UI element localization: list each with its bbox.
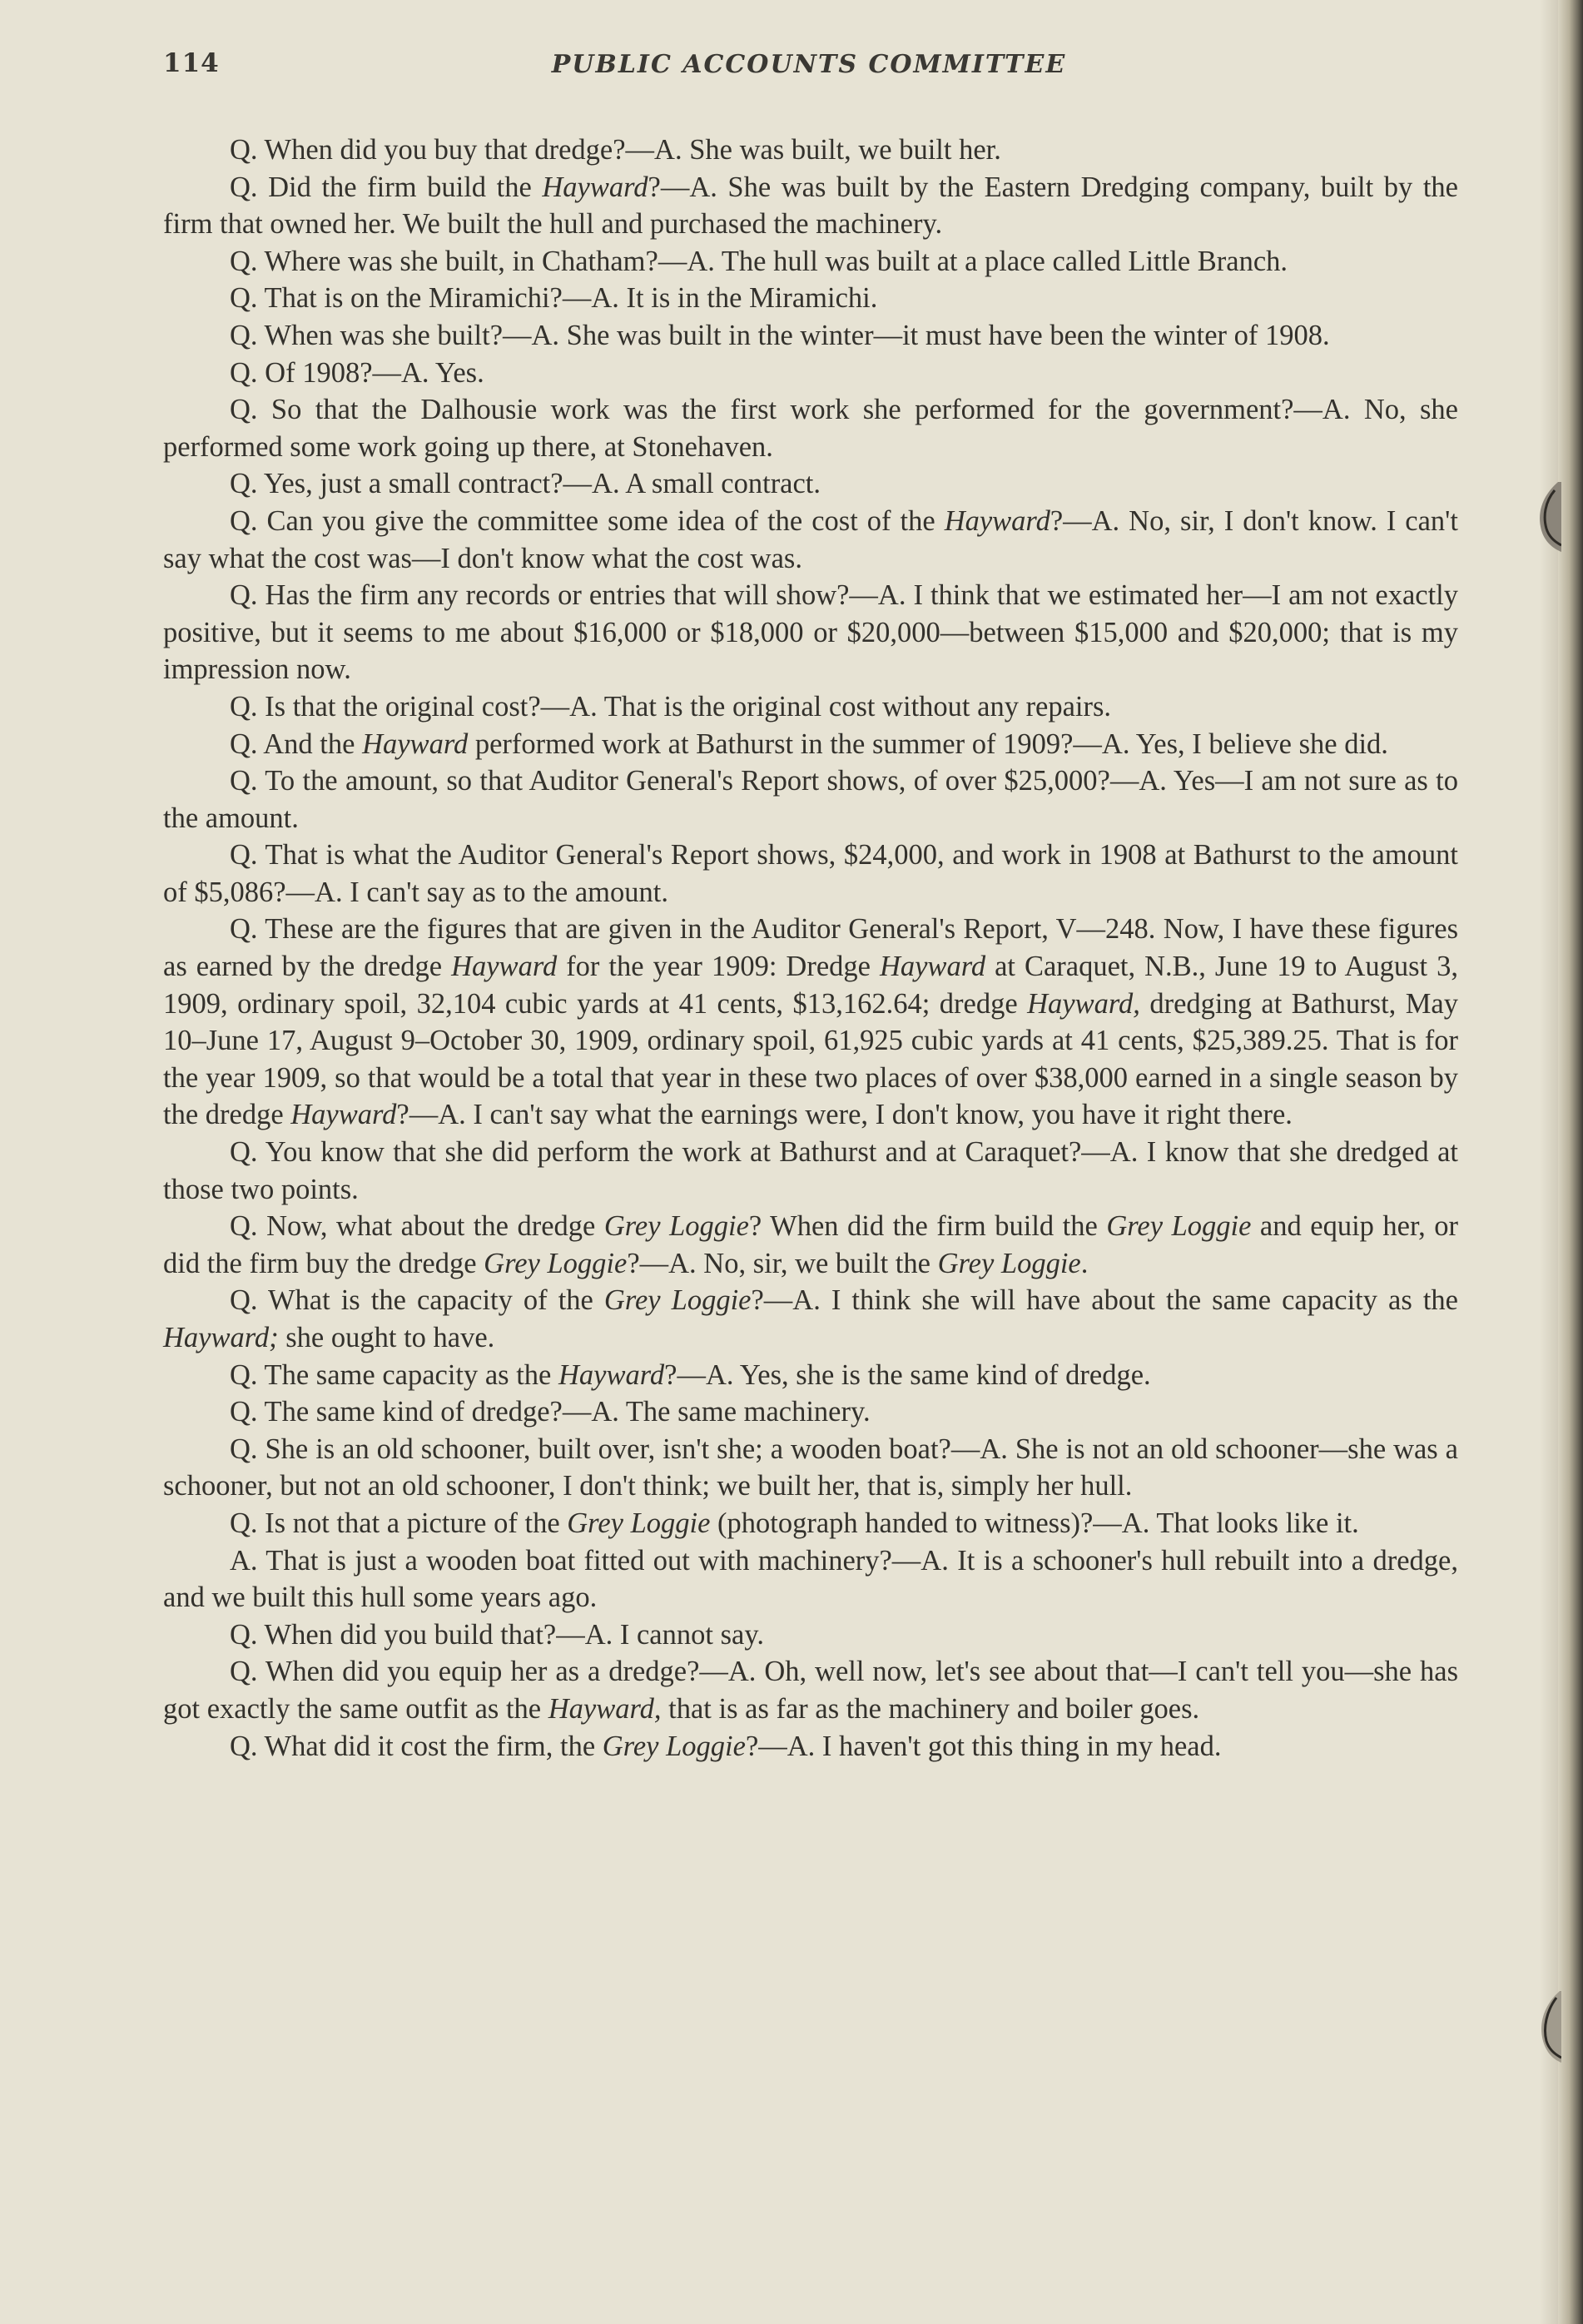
testimony-paragraph [163, 577, 1458, 688]
paragraph-text: A. That is just a wooden boat fitted out with machinery?—A. It is a schooner's hull rebuilt into a dredge, and we built this hull some years ago. [163, 1544, 1458, 1614]
italic-vessel-name: Grey Loggie [603, 1284, 752, 1317]
paragraph-text: ?—A. I think she will have about the same capacity as the [751, 1284, 1458, 1317]
testimony-paragraph [163, 1357, 1458, 1394]
testimony-paragraph [163, 1542, 1458, 1616]
paragraph-text: Q. And the [230, 727, 363, 760]
italic-vessel-name: Grey Loggie [1106, 1210, 1252, 1243]
paragraph-text: Q. When was she built?—A. She was built in the winter—it must have been the winter of 1908. [230, 319, 1330, 351]
paragraph-text: Q. Is that the original cost?—A. That is the original cost without any repairs. [230, 690, 1112, 723]
paragraph-text: Q. Of 1908?—A. Yes. [230, 356, 484, 389]
paragraph-text: Q. Now, what about the dredge [230, 1210, 604, 1243]
italic-vessel-name: Hayward [290, 1099, 397, 1131]
italic-vessel-name: Hayward [362, 727, 469, 760]
testimony-paragraph [163, 1282, 1458, 1356]
testimony-paragraph [163, 837, 1458, 911]
testimony-paragraph [163, 317, 1458, 355]
paragraph-text: Q. Yes, just a small contract?—A. A small contract. [230, 468, 821, 500]
page-number: 114 [163, 48, 220, 78]
paragraph-text: Q. Where was she built, in Chatham?—A. The hull was built at a place called Little Branch. [230, 245, 1288, 277]
italic-vessel-name: Hayward [944, 504, 1050, 537]
paragraph-text: she ought to have. [278, 1322, 495, 1353]
paragraph-text: Q. You know that she did perform the work at Bathurst and at Caraquet?—A. I know that she dredged at those two points. [163, 1136, 1458, 1205]
paragraph-text: Q. She is an old schooner, built over, isn't she; a wooden boat?—A. She is not an old schooner—she was a schooner, but not an old schooner, I don't think; we built her, that is, simply her hull. [163, 1433, 1458, 1502]
italic-vessel-name: Hayward [879, 951, 986, 983]
paragraph-text: Q. What did it cost the firm, the [230, 1730, 603, 1762]
paragraph-text: Q. Can you give the committee some idea of the cost of the [230, 504, 945, 537]
page-edge-shadow [1540, 0, 1558, 2324]
paragraph-text: Q. The same kind of dredge?—A. The same machinery. [230, 1396, 871, 1428]
italic-vessel-name: Hayward [542, 171, 648, 203]
italic-vessel-name: Hayward, [548, 1692, 662, 1725]
testimony-paragraph [163, 688, 1458, 726]
testimony-paragraph [163, 1393, 1458, 1431]
binding-tab-mark [1533, 1989, 1561, 2064]
page-header [163, 43, 1455, 90]
paragraph-text: ?—A. She was built by the Eastern Dredging company, built by the firm that owned her. We built the hull and purchased the machinery. [163, 171, 1458, 241]
paragraph-text: . [1080, 1247, 1089, 1279]
testimony-paragraph [163, 280, 1458, 317]
testimony-paragraph [163, 911, 1458, 1134]
paragraph-text: Q. Is not that a picture of the [230, 1507, 568, 1539]
paragraph-text: Q. Did the firm build the [230, 171, 543, 203]
testimony-paragraph [163, 762, 1458, 837]
paragraph-text: at Caraquet, N.B., June 19 to August 3, 1909, ordinary spoil, 32,104 cubic yards at 41 cents, $13,162.64; dredge [163, 951, 1458, 1020]
paragraph-text: Q. When did you buy that dredge?—A. She was built, we built her. [230, 134, 1001, 166]
paragraph-text: ?—A. No, sir, I don't know. I can't say what the cost was—I don't know what the cost was. [163, 504, 1458, 574]
italic-vessel-name: Grey Loggie [602, 1730, 746, 1762]
testimony-paragraph [163, 1505, 1458, 1542]
paragraph-text: Q. When did you equip her as a dredge?—A. Oh, well now, let's see about that—I can't tell you—she has got exactly the same outfit as the [163, 1656, 1458, 1725]
testimony-paragraph [163, 169, 1458, 243]
italic-vessel-name: Grey Loggie [484, 1247, 628, 1279]
testimony-paragraph [163, 1653, 1458, 1727]
italic-vessel-name: Hayward [558, 1358, 665, 1391]
paragraph-text: Q. So that the Dalhousie work was the first work she performed for the government?—A. No, she performed some work going up there, at Stonehaven. [163, 394, 1458, 463]
paragraph-text: Q. That is on the Miramichi?—A. It is in the Miramichi. [230, 282, 878, 315]
paragraph-text: Q. The same capacity as the [230, 1358, 558, 1391]
testimony-paragraph [163, 1134, 1458, 1208]
paragraph-text: (photograph handed to witness)?—A. That looks like it. [710, 1507, 1359, 1539]
paragraph-text: Q. Has the firm any records or entries that will show?—A. I think that we estimated her—I am not exactly positive, but it seems to me about $16,000 or $18,000 or $20,000—between $15,000 and $20,000; that is my impression now. [163, 579, 1458, 686]
paragraph-text: Q. These are the figures that are given in the Auditor General's Report, V—248. Now, I have these figures as earned by the dredge [163, 913, 1458, 983]
running-head: PUBLIC ACCOUNTS COMMITTEE [551, 50, 1067, 79]
testimony-text [163, 132, 1458, 1765]
italic-vessel-name: Grey Loggie [567, 1507, 711, 1539]
italic-vessel-name: Hayward [451, 951, 558, 983]
italic-vessel-name: Grey Loggie [937, 1247, 1081, 1279]
paragraph-text: Q. What is the capacity of the [230, 1284, 604, 1317]
testimony-paragraph [163, 1728, 1458, 1765]
paragraph-text: and equip her, or did the firm buy the dredge [163, 1210, 1458, 1279]
italic-vessel-name: Hayward; [163, 1322, 279, 1353]
paragraph-text: ?—A. I can't say what the earnings were, I don't know, you have it right there. [396, 1099, 1293, 1131]
testimony-paragraph [163, 243, 1458, 281]
testimony-paragraph [163, 391, 1458, 465]
testimony-paragraph [163, 503, 1458, 577]
paragraph-text: Q. When did you build that?—A. I cannot say. [230, 1618, 764, 1651]
testimony-paragraph [163, 1431, 1458, 1505]
paragraph-text: ? When did the firm build the [748, 1210, 1107, 1243]
testimony-paragraph [163, 1616, 1458, 1654]
paragraph-text: ?—A. I haven't got this thing in my head. [745, 1730, 1222, 1762]
paragraph-text: performed work at Bathurst in the summer of 1909?—A. Yes, I believe she did. [468, 727, 1388, 760]
testimony-paragraph [163, 726, 1458, 763]
testimony-paragraph [163, 1208, 1458, 1282]
paragraph-text: Q. That is what the Auditor General's Report shows, $24,000, and work in 1908 at Bathurst to the amount of $5,086?—A. I can't say as to the amount. [163, 839, 1458, 908]
paragraph-text: for the year 1909: Dredge [557, 951, 880, 983]
testimony-paragraph [163, 465, 1458, 503]
binding-tab-mark [1533, 479, 1561, 554]
italic-vessel-name: Grey Loggie [603, 1210, 749, 1243]
paragraph-text: that is as far as the machinery and boiler goes. [661, 1692, 1200, 1725]
paragraph-text: ?—A. No, sir, we built the [627, 1247, 938, 1279]
testimony-paragraph [163, 355, 1458, 392]
italic-vessel-name: Hayward, [1027, 987, 1140, 1020]
paragraph-text: dredging at Bathurst, May 10–June 17, August 9–October 30, 1909, ordinary spoil, 61,925 cubic yards at 41 cents, $25,389.25. That is for the year 1909, so that would be a total that year in these two places of over $38,000 earned in a single season by the dredge [163, 987, 1458, 1131]
testimony-paragraph [163, 132, 1458, 169]
paragraph-text: Q. To the amount, so that Auditor General's Report shows, of over $25,000?—A. Yes—I am not sure as to the amount. [163, 765, 1458, 834]
paragraph-text: ?—A. Yes, she is the same kind of dredge. [664, 1358, 1151, 1391]
page-edge [1558, 0, 1583, 2324]
